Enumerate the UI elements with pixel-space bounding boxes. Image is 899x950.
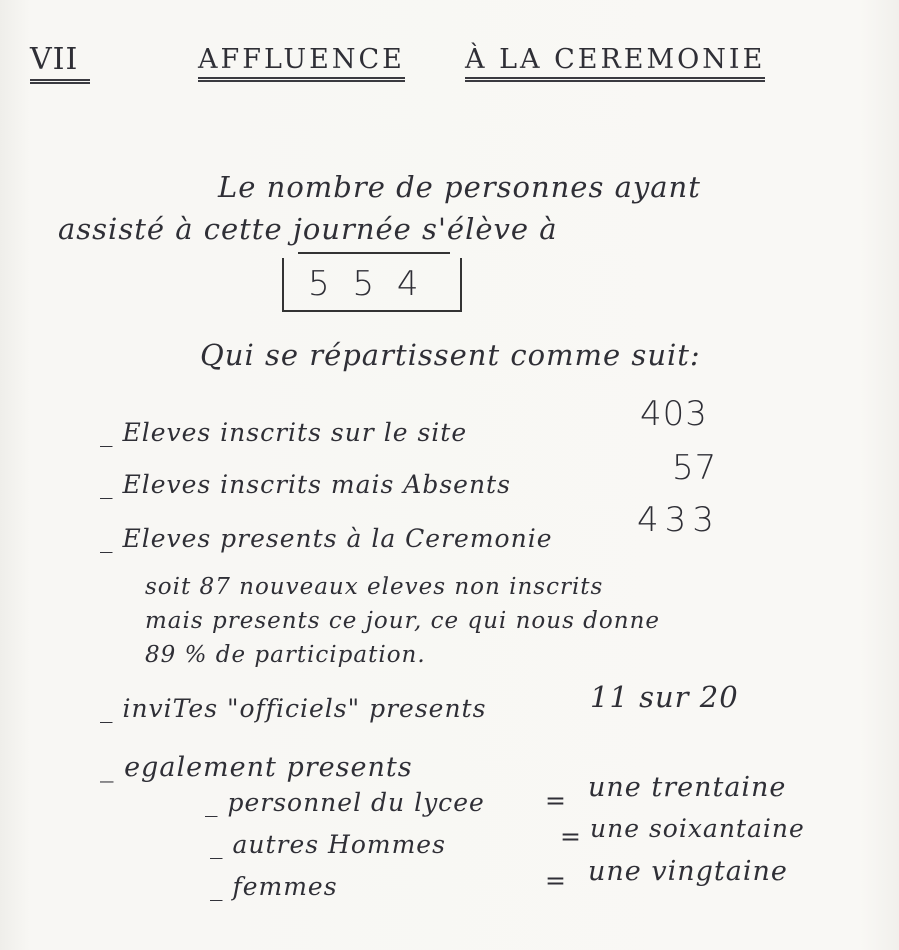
total-box-top	[298, 252, 450, 254]
note-line-2: mais presents ce jour, ce qui nous donne	[145, 608, 660, 634]
stat-value-absents: 57	[672, 448, 718, 488]
invites-label: _ inviTes "officiels" presents	[100, 694, 487, 723]
other-label-hommes: _ autres Hommes	[210, 830, 446, 859]
other-eq-femmes: =	[545, 866, 567, 895]
other-eq-personnel: =	[545, 786, 567, 815]
note-line-1: soit 87 nouveaux eleves non inscrits	[145, 574, 604, 600]
invites-value: 11 sur 20	[590, 680, 739, 714]
note-line-3: 89 % de participation.	[145, 642, 426, 668]
stat-label-absents: _ Eleves inscrits mais Absents	[100, 470, 511, 499]
other-value-hommes: une soixantaine	[590, 814, 805, 843]
total-value: 5 5 4	[308, 264, 425, 304]
title-ceremonie: À LA CEREMONIE	[465, 44, 765, 82]
intro-line-2: assisté à cette journée s'élève à	[58, 212, 558, 246]
title-affluence: AFFLUENCE	[198, 44, 405, 82]
other-value-femmes: une vingtaine	[588, 856, 788, 887]
other-label-femmes: _ femmes	[210, 872, 338, 901]
egalement-label: _ egalement presents	[100, 752, 413, 783]
other-eq-hommes: =	[560, 822, 582, 851]
other-label-personnel: _ personnel du lycee	[205, 788, 485, 817]
stat-value-inscrits: 403	[640, 394, 708, 434]
stat-value-presents: 433	[637, 500, 720, 540]
stat-label-presents: _ Eleves presents à la Ceremonie	[100, 524, 553, 553]
stat-label-inscrits: _ Eleves inscrits sur le site	[100, 418, 468, 447]
other-value-personnel: une trentaine	[588, 772, 787, 803]
intro-line-1: Le nombre de personnes ayant	[218, 170, 701, 204]
repartition-text: Qui se répartissent comme suit:	[200, 338, 701, 372]
section-number: VII	[30, 42, 90, 84]
